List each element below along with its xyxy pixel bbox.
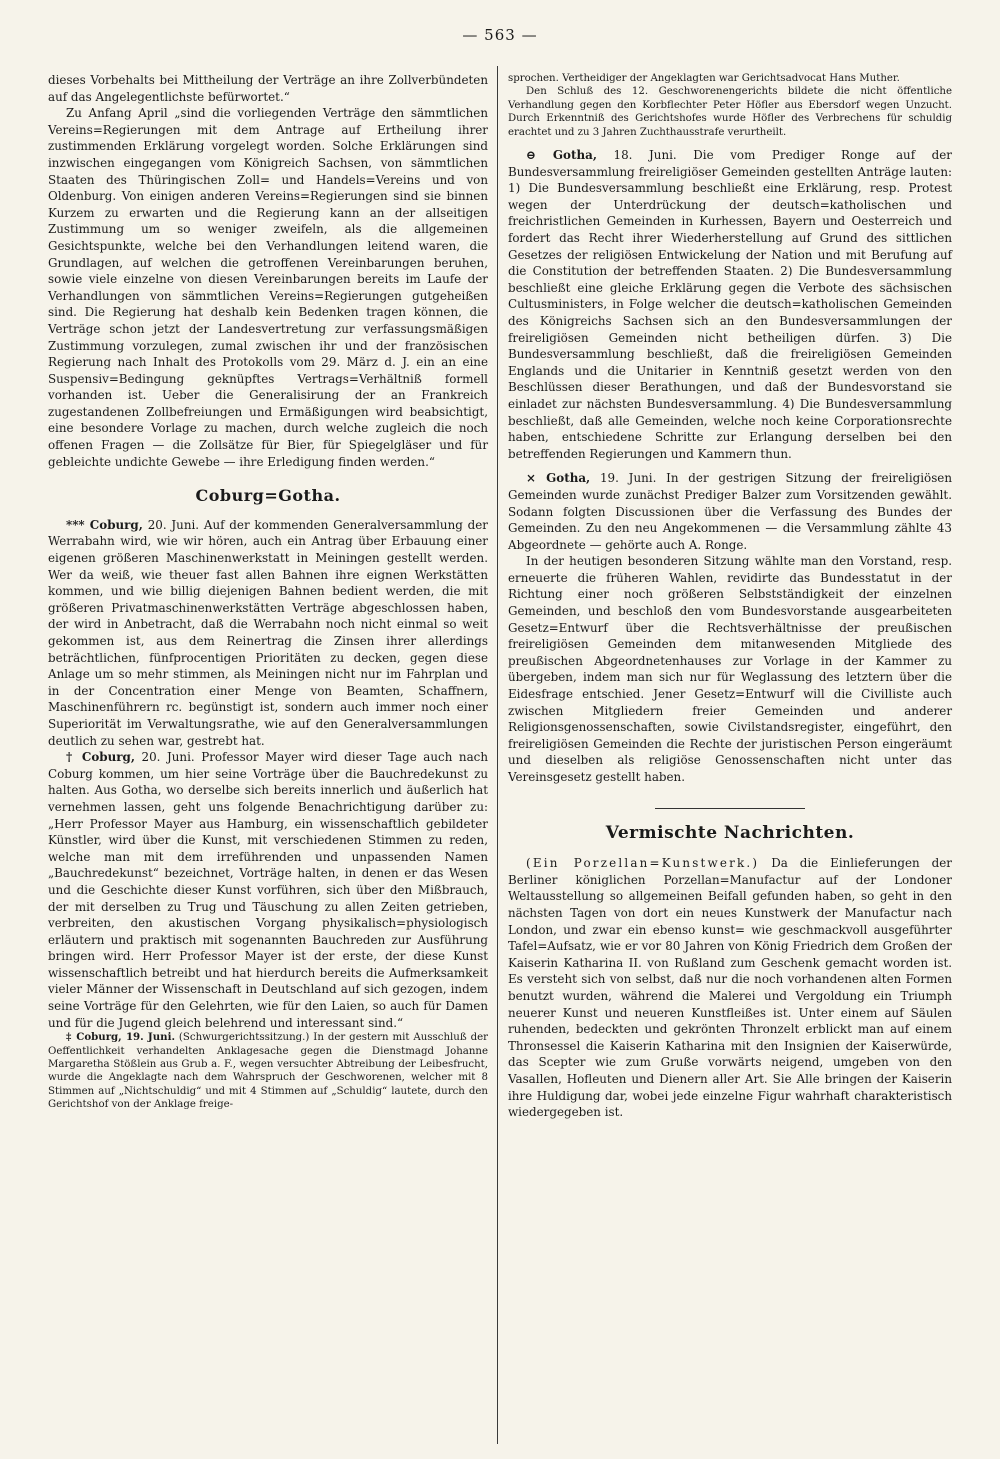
article-body: (Schwurgerichtssitzung.) In der gestern mit Ausschluß der Oeffentlichkeit verhandelten Anklagesache gegen die Dienstmagd Johanne Margaretha Stößlein aus Grub a. F., wegen versuchter Abtreibung der Leibesfrucht, wurde die Angeklagte nach dem Wahrspruch der Geschworenen, welcher mit 8 Stimmen auf „Nichtschuldig“ und mit 4 Stimmen auf „Schuldig“ lautete, durch den Gerichtshof von der Anklage freige- (48, 1032, 488, 1111)
article-gotha-sitzung (508, 470, 952, 553)
dateline: † Coburg, (66, 750, 135, 765)
dateline: ⊖ Gotha, (526, 148, 597, 163)
article-body: 20. Juni. Auf der kommenden Generalversammlung der Werrabahn wird, wie wir hören, auch ein Antrag über Erbauung einer eigenen größeren Maschinenwerkstatt in Meiningen gestellt werden. Wer da weiß, wie theuer fast allen Bahnen ihre eignen Werkstätten kommen, und wie billig diejenigen Bahnen bedient werden, die mit größeren Privatmaschinenwerkstätten Verträge abgeschlossen haben, der wird in Anbetracht, daß die Werrabahn noch nicht einmal so weit gekommen ist, aus dem Reinertrag die Zinsen ihrer allerdings beträchtlichen, fünfprocentigen Prioritäten zu decken, gegen diese Anlage um so mehr stimmen, als Meiningen nicht nur im Fahrplan und in der Concentration einer Menge von Beamten, Schaffnern, Maschinenführern rc. begünstigt ist, sondern auch immer noch einer Superiorität im Verwaltungsrathe, wie auf den Generalversammlungen deutlich zu sehen war, gestrebt hat. (48, 517, 488, 748)
article-title: (Ein Porzellan=Kunstwerk.) (526, 856, 760, 871)
article-coburg-schwurgericht (48, 1031, 488, 1111)
article-coburg-mayer (48, 749, 488, 1031)
section-divider (655, 808, 805, 809)
left-paragraph-1: dieses Vorbehalts bei Mittheilung der Verträge an ihre Zollverbündeten auf das Angelegentlichste befürwortet.“ (48, 73, 488, 104)
article-body: 18. Juni. Die vom Prediger Ronge auf der Bundesversammlung freireligiöser Gemeinden gestellten Anträge lauten: 1) Die Bundesversammlung beschließt eine Erklärung, resp. Protest wegen der Unterdrückung der deutsch=katholischen und freichristlichen Gemeinden in Kurhessen, Bayern und Oesterreich und fordert das Recht ihrer Wiederherstellung auf Grund des sittlichen Gesetzes der religiösen Entwickelung der Nation und mit Berufung auf die Constitution der betreffenden Staaten. 2) Die Bundesversammlung beschließt eine gleiche Erklärung gegen die Verbote des sächsischen Cultusministers, in Folge welcher die deutsch=katholischen Gemeinden des Königreichs Sachsen sich an den Bundesversammlungen der freireligiösen Gemeinden nicht betheiligen dürfen. 3) Die Bundesversammlung beschließt, daß die freireligiösen Gemeinden Englands und die Unitarier in Kenntniß gesetzt werden von den Beschlüssen dieser Berathungen, und daß der Bundesvorstand sie einladet zur nächsten Bundesversammlung. 4) Die Bundesversammlung beschließt, daß alle Gemeinden, welche noch keine Corporationsrechte haben, entschiedene Schritte zur Erlangung derselben bei den betreffenden Regierungen und Kammern thun. (508, 148, 952, 461)
left-paragraph-2: Zu Anfang April „sind die vorliegenden Verträge den sämmtlichen Vereins=Regierungen mit dem Antrage auf Ertheilung ihrer zustimmenden Erklärung vorgelegt worden. Solche Erklärungen sind inzwischen eingegangen vom Königreich Sachsen, von sämmtlichen Staaten des Thüringischen Zoll= und Handels=Vereins und von Oldenburg. Von einigen anderen Vereins=Regierungen sind sie binnen Kurzem zu erwarten und die Regierung kann an der allseitigen Zustimmung um so weniger zweifeln, als die allgemeinen Gesichtspunkte, welche bei den Verhandlungen leitend waren, die Grundlagen, auf welchen die getroffenen Vereinbarungen beruhen, sowie viele einzelne von diesen Vereinbarungen bereits im Laufe der Verhandlungen von sämmtlichen Vereins=Regierungen gutgeheißen sind. Die Regierung hat deshalb kein Bedenken tragen können, die Verträge schon jetzt der Landesvertretung zur verfassungsmäßigen Zustimmung vorzulegen, zumal zwischen ihr und der französischen Regierung nach Inhalt des Protokolls vom 29. März d. J. ein an eine Suspensiv=Bedingung geknüpftes Vertrags=Verhältniß formell vorhanden ist. Ueber die Generalisirung der an Frankreich zugestandenen Zollbefreiungen und Ermäßigungen wird beabsichtigt, eine besondere Vorlage zu machen, durch welche zugleich die noch offenen Fragen — die Zollsätze für Bier, für Spiegelgläser und für gebleichte undichte Gewebe — ihre Erledigung finden werden.“ (48, 106, 488, 469)
dateline: *** Coburg, (66, 517, 143, 532)
article-body: 19. Juni. In der gestrigen Sitzung der freireligiösen Gemeinden wurde zunächst Prediger Balzer zum Vorsitzenden gewählt. Sodann folgten Discussionen über die Verfassung des Bundes der Gemeinden. Zu den neu Angekommenen — die Versammlung zählte 43 Abgeordnete — gehörte auch A. Ronge. (508, 471, 952, 552)
article-body: Da die Einlieferungen der Berliner königlichen Porzellan=Manufactur auf der Londoner Weltausstellung so allgemeinen Beifall gefunden haben, so geht in den nächsten Tagen von dort ein neues Kunstwerk der Manufactur nach London, und zwar ein ebenso kunst= wie geschmackvoll ausgeführter Tafel=Aufsatz, wie er vor 80 Jahren von König Friedrich dem Großen der Kaiserin Katharina II. von Rußland zum Geschenk gemacht worden ist. Es versteht sich von selbst, daß nur die noch vorhandenen alten Formen benutzt wurden, während die Malerei und Vergoldung ein Triumph neuerer Kunst und neueren Kunstfleißes ist. Unter einem auf Säulen ruhenden, bedeckten und gekrönten Thronzelt erblickt man auf einem Thronsessel die Kaiserin Katharina mit den Insignien der Kaiserwürde, das Scepter wie zum Gruße vorwärts neigend, umgeben von den Vasallen, Hofleuten und Dienern aller Art. Sie Alle bringen der Kaiserin ihre Huldigung dar, wobei jede einzelne Figur wahrhaft charakteristisch wiedergegeben ist. (508, 856, 952, 1120)
section-heading-vermischte-nachrichten: Vermischte Nachrichten. (605, 822, 855, 843)
right-paragraph-1: sprochen. Vertheidiger der Angeklagten war Gerichtsadvocat Hans Muther. (508, 73, 900, 84)
dateline: × Gotha, (526, 471, 591, 486)
right-column (508, 72, 952, 1121)
article-gotha-vorstand: In der heutigen besonderen Sitzung wählte man den Vorstand, resp. erneuerte die früheren Wahlen, revidirte das Bundesstatut in der Richtung einer noch größeren Selbstständigkeit der einzelnen Gemeinden, und beschloß den vom Bundesvorstande ausgearbeiteten Gesetz=Entwurf über die Rechtsverhältnisse der preußischen freireligiösen Gemeinden dem mitanwesenden Mitgliede des preußischen Abgeordnetenhauses zur Vorlage in der Kammer zu übergeben, indem man sich nur für Weglassung des letztern über die Eidesfrage entschied. Jener Gesetz=Entwurf will die Civilliste auch zwischen Mitgliedern freier Gemeinden und anderer Religionsgenossenschaften, sowie Civilstandsregister, eingeführt, den freireligiösen Gemeinden die Rechte der juristischen Person eingeräumt und dieselben als religiöse Genossenschaften nicht unter das Vereinsgesetz gestellt haben. (508, 554, 952, 784)
left-column (48, 72, 488, 1112)
right-paragraph-2: Den Schluß des 12. Geschworenengerichts bildete die nicht öffentliche Verhandlung gegen den Korbflechter Peter Höfler aus Ebersdorf wegen Unzucht. Durch Erkenntniß des Gerichtshofes wurde Höfler des Verbrechens für schuldig erachtet und zu 3 Jahren Zuchthausstrafe verurtheilt. (508, 86, 952, 138)
article-porzellan (508, 855, 952, 1121)
dateline: ‡ Coburg, 19. Juni. (66, 1031, 175, 1044)
column-divider (497, 66, 498, 1444)
page-number: — 563 — (462, 26, 538, 44)
section-heading-coburg-gotha: Coburg=Gotha. (195, 486, 341, 506)
article-body: 20. Juni. Professor Mayer wird dieser Tage auch nach Coburg kommen, um hier seine Vorträge über die Bauchredekunst zu halten. Aus Gotha, wo derselbe sich bereits innerlich und äußerlich hat vernehmen lassen, geht uns folgende Benachrichtigung darüber zu: „Herr Professor Mayer aus Hamburg, ein wissenschaftlich gebildeter Künstler, wird über die Kunst, mit verschiedenen Stimmen zu reden, welche man mit dem irreführenden und unpassenden Namen „Bauchredekunst“ bezeichnet, Vorträge halten, in denen er das Wesen und die Geschichte dieser Kunst vorführen, sich über den Mißbrauch, der mit derselben zu Trug und Täuschung zu allen Zeiten getrieben, verbreiten, den akustischen Vorgang physikalisch=physiologisch erläutern und praktisch mit sogenannten Bauchreden zur Ausführung bringen wird. Herr Professor Mayer ist der erste, der diese Kunst wissenschaftlich betreibt und hat hierdurch bereits die Aufmerksamkeit vieler Männer der Wissenschaft in Deutschland auf sich gezogen, indem seine Vorträge für den Gelehrten, wie für den Laien, so auch für Damen und für die Jugend gleich belehrend und interessant sind.“ (48, 750, 488, 1030)
article-gotha-ronge (508, 147, 952, 462)
article-coburg-werrabahn (48, 517, 488, 749)
